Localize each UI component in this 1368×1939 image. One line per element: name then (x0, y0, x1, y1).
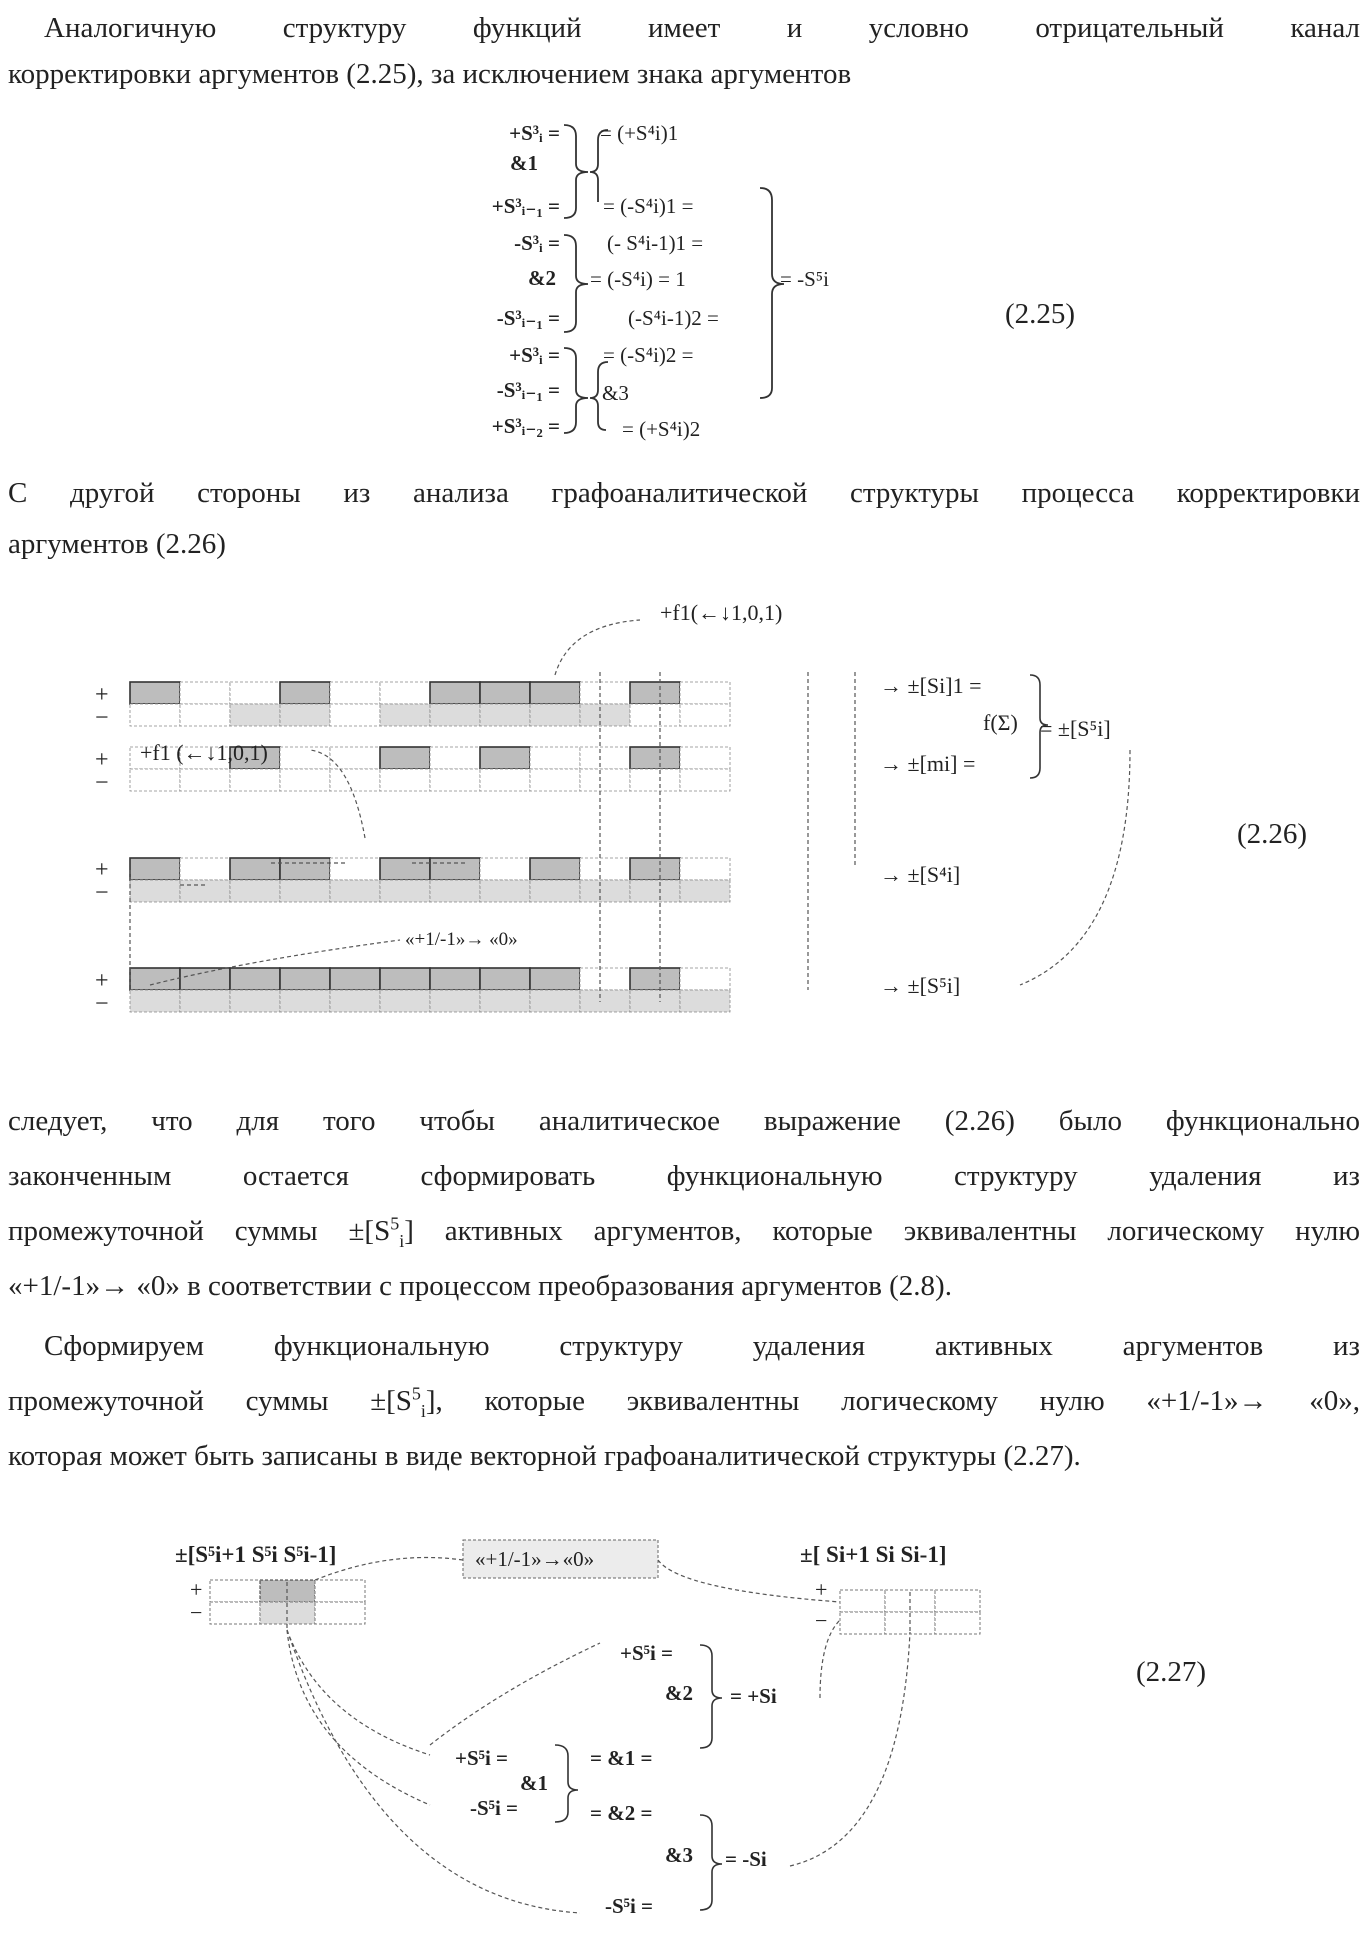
fig226-cell-r1-plus-8 (480, 682, 530, 704)
paragraph-4-line-2: промежуточной суммы ±[S5i], которые эквивалентны логическому нулю «+1/-1»→ «0», (8, 1373, 1360, 1439)
fig226-cell-r2-plus-12 (680, 747, 730, 769)
row4-output: → ±[S⁵i] (880, 973, 960, 998)
row4-minus: − (95, 991, 109, 1017)
fig227-left-plus: + (190, 1577, 202, 1602)
figure-2-27 (0, 1520, 1368, 1939)
arrow-to-zero-box (315, 1558, 463, 1581)
label-zero: «+1/-1»→ «0» (405, 929, 518, 950)
label-f1-mid: +f1 (←↓1,0,1) (140, 740, 268, 765)
row1-output: → ±[Si]1 = (880, 673, 981, 698)
fig226-cell-r1-minus-1 (130, 704, 180, 726)
fig226-cell-r1-plus-2 (180, 682, 230, 704)
fig226-cell-r2-minus-8 (480, 769, 530, 791)
fig226-cell-r4-plus-11 (630, 968, 680, 990)
l-cell-m1 (210, 1602, 260, 1624)
fig227-brace-3 (700, 1815, 722, 1910)
eq225-mid-and3: &3 (602, 381, 629, 405)
fig226-cell-r2-plus-9 (530, 747, 580, 769)
fig226-cell-r1-minus-6 (380, 704, 430, 726)
fig226-cell-r3-minus-5 (330, 880, 380, 902)
fig226-cell-r2-plus-8 (480, 747, 530, 769)
fig226-cell-r4-plus-5 (330, 968, 380, 990)
row3-plus: + (95, 857, 109, 883)
fig227-brace-1 (700, 1645, 722, 1748)
paragraph-2-line-1: С другой стороны из анализа графоаналитической структуры процесса корректировки (8, 465, 1360, 521)
fig227-right-plus: + (815, 1577, 827, 1602)
row2-plus: + (95, 747, 109, 773)
fig226-cell-r3-minus-9 (530, 880, 580, 902)
arrow-to-e1 (430, 1643, 600, 1745)
fig227-e2: &2 (665, 1681, 693, 1705)
fig226-cell-r2-plus-6 (380, 747, 430, 769)
fig226-cell-r2-minus-12 (680, 769, 730, 791)
paragraph-3-line-4: «+1/-1»→ «0» в соответствии с процессом преобразования аргументов (2.8). (8, 1258, 1360, 1314)
fig226-cell-r4-minus-5 (330, 990, 380, 1012)
fig226-cell-r1-minus-8 (480, 704, 530, 726)
eq225-left-1: +S³ᵢ = (509, 121, 560, 145)
figure-2-26 (0, 590, 1368, 1030)
fig227-right-header: ±[ Si+1 Si Si-1] (800, 1542, 947, 1567)
fig226-cell-r4-minus-11 (630, 990, 680, 1012)
fig227-brace-2 (555, 1745, 578, 1822)
fig226-cell-r4-minus-2 (180, 990, 230, 1012)
paragraph-3-line-3: промежуточной суммы ±[S5i] активных аргументов, которые эквивалентны логическому нулю (8, 1203, 1360, 1269)
fig226-cell-r3-minus-8 (480, 880, 530, 902)
fig226-cell-r1-plus-6 (380, 682, 430, 704)
fig226-cell-r3-plus-4 (280, 858, 330, 880)
eq225-left-brace-1 (564, 125, 588, 218)
fig226-cell-r1-minus-3 (230, 704, 280, 726)
fig226-cell-r3-minus-3 (230, 880, 280, 902)
row3-output: → ±[S⁴i] (880, 862, 960, 887)
fig226-cell-r2-minus-6 (380, 769, 430, 791)
arrow-minus-si-to-right (790, 1632, 910, 1866)
fig226-cell-r4-minus-10 (580, 990, 630, 1012)
eq225-right-brace (760, 188, 784, 398)
fig226-cell-r4-minus-8 (480, 990, 530, 1012)
paragraph-1-line-1: Аналогичную структуру функций имеет и условно отрицательный канал (8, 0, 1360, 56)
fig226-cell-r4-plus-7 (430, 968, 480, 990)
fig226-cell-r2-plus-11 (630, 747, 680, 769)
fig226-cell-r3-plus-6 (380, 858, 430, 880)
fig226-cell-r2-plus-10 (580, 747, 630, 769)
fig226-cell-r4-minus-3 (230, 990, 280, 1012)
fig226-cell-r1-minus-4 (280, 704, 330, 726)
eq225-left-and1: &1 (510, 151, 538, 175)
paragraph-3-line-1: следует, что для того чтобы аналитическое выражение (2.26) было функционально (8, 1093, 1360, 1149)
fig226-cell-r2-plus-4 (280, 747, 330, 769)
fig226-cell-r3-plus-11 (630, 858, 680, 880)
fig226-cell-r1-plus-11 (630, 682, 680, 704)
fig227-right-minus: − (815, 1608, 827, 1633)
fig226-cell-r2-minus-1 (130, 769, 180, 791)
equation-number-2-25: (2.25) (1005, 298, 1075, 331)
fig227-e4: +S⁵i = (455, 1746, 508, 1770)
fig227-e10: = -Si (725, 1847, 767, 1871)
fig226-cell-r1-minus-11 (630, 704, 680, 726)
fig226-cell-r4-plus-2 (180, 968, 230, 990)
fig226-cell-r3-minus-7 (430, 880, 480, 902)
fig226-cell-r3-minus-10 (580, 880, 630, 902)
eq225-mid-8: = (+S⁴i)2 (622, 417, 700, 441)
equation-number-2-27: (2.27) (1136, 1656, 1206, 1689)
eq225-left-3: +S³ᵢ₋₁ = (492, 194, 560, 218)
fig226-cell-r4-minus-12 (680, 990, 730, 1012)
fig226-cell-r2-minus-3 (230, 769, 280, 791)
eq225-left-brace-2 (564, 235, 588, 332)
fig226-cell-r1-minus-9 (530, 704, 580, 726)
label-f1-top: +f1(←↓1,0,1) (660, 600, 782, 625)
fig226-cell-r3-plus-5 (330, 858, 380, 880)
fig226-cell-r3-plus-10 (580, 858, 630, 880)
fig226-cell-r2-minus-7 (430, 769, 480, 791)
fig226-cell-r3-plus-1 (130, 858, 180, 880)
fig226-cell-r2-minus-5 (330, 769, 380, 791)
fig226-cell-r2-minus-11 (630, 769, 680, 791)
fig226-cell-r4-plus-3 (230, 968, 280, 990)
fig226-cell-r1-plus-12 (680, 682, 730, 704)
l-cell-p1 (210, 1580, 260, 1602)
equation-2-25 (0, 100, 1368, 460)
eq225-left-8: -S³ᵢ₋₁ = (497, 378, 560, 402)
r-cell-p1 (840, 1590, 885, 1612)
paragraph-4-line-1: Сформируем функциональную структуру удаления активных аргументов из (8, 1318, 1360, 1374)
fig226-cell-r2-minus-4 (280, 769, 330, 791)
row3-minus: − (95, 880, 109, 906)
eq225-left-4: -S³ᵢ = (514, 231, 560, 255)
eq225-mid-3: (- S⁴i-1)1 = (607, 231, 703, 255)
fig226-cell-r1-plus-9 (530, 682, 580, 704)
eq225-result: = -S⁵i (780, 267, 829, 291)
fig226-cell-r1-plus-5 (330, 682, 380, 704)
fig226-cell-r1-plus-7 (430, 682, 480, 704)
fig226-cell-r1-plus-4 (280, 682, 330, 704)
fig226-cell-r3-minus-4 (280, 880, 330, 902)
fig226-cell-r4-minus-7 (430, 990, 480, 1012)
arrow-to-e4 (287, 1630, 430, 1755)
fig227-e6: -S⁵i = (470, 1796, 518, 1820)
l-cell-m3 (315, 1602, 365, 1624)
row2-minus: − (95, 770, 109, 796)
fig226-cell-r4-minus-9 (530, 990, 580, 1012)
fig227-e3: = +Si (730, 1684, 777, 1708)
fig226-cell-r2-minus-2 (180, 769, 230, 791)
eq225-left-7: +S³ᵢ = (509, 343, 560, 367)
fig226-cell-r1-plus-10 (580, 682, 630, 704)
eq225-mid-4: = (-S⁴i) = 1 (590, 267, 686, 291)
fig226-cell-r4-minus-1 (130, 990, 180, 1012)
r-cell-m1 (840, 1612, 885, 1634)
fig226-cell-r4-minus-4 (280, 990, 330, 1012)
fig226-cell-r1-minus-12 (680, 704, 730, 726)
fig226-cell-r3-minus-12 (680, 880, 730, 902)
equation-number-2-26: (2.26) (1237, 818, 1307, 851)
f-sigma: f(Σ) (983, 710, 1018, 735)
fig226-cell-r3-plus-8 (480, 858, 530, 880)
fig226-cell-r1-minus-10 (580, 704, 630, 726)
fig226-cell-r4-plus-4 (280, 968, 330, 990)
paragraph-1-line-2: корректировки аргументов (2.25), за исключением знака аргументов (8, 46, 1360, 102)
paragraph-3-line-2: законченным остается сформировать функциональную структуру удаления из (8, 1148, 1360, 1204)
fig226-cell-r3-plus-2 (180, 858, 230, 880)
fig226-cell-r3-plus-9 (530, 858, 580, 880)
eq225-left-brace-3 (564, 348, 588, 433)
eq225-left-6: -S³ᵢ₋₁ = (497, 306, 560, 330)
fig226-cell-r1-minus-7 (430, 704, 480, 726)
fig226-cell-r1-minus-5 (330, 704, 380, 726)
r-cell-m3 (935, 1612, 980, 1634)
row1-minus: − (95, 705, 109, 731)
fig226-cell-r2-minus-9 (530, 769, 580, 791)
fig226-cell-r3-minus-1 (130, 880, 180, 902)
fig227-e8: = &2 = (590, 1801, 652, 1825)
fig226-cell-r1-plus-1 (130, 682, 180, 704)
row4-plus: + (95, 968, 109, 994)
fig227-e9: &3 (665, 1843, 693, 1867)
fig226-cell-r3-minus-2 (180, 880, 230, 902)
paragraph-2-line-2: аргументов (2.26) (8, 516, 1360, 572)
fig226-cell-r3-minus-6 (380, 880, 430, 902)
fig226-cell-r3-plus-12 (680, 858, 730, 880)
row2-output: → ±[mi] = (880, 751, 975, 776)
fig226-cell-r4-plus-8 (480, 968, 530, 990)
eq225-mid-2: = (-S⁴i)1 = (603, 194, 694, 218)
fig226-cell-r2-minus-10 (580, 769, 630, 791)
fig227-left-minus: − (190, 1600, 202, 1625)
fig227-e11: -S⁵i = (605, 1894, 653, 1918)
fig227-e5: &1 (520, 1771, 548, 1795)
eq225-left-9: +S³ᵢ₋₂ = (492, 414, 560, 438)
fig226-cell-r3-plus-7 (430, 858, 480, 880)
l-cell-p3 (315, 1580, 365, 1602)
r-cell-p3 (935, 1590, 980, 1612)
fig226-cell-r3-plus-3 (230, 858, 280, 880)
fig226-cell-r2-plus-7 (430, 747, 480, 769)
eq225-left-and2: &2 (528, 266, 556, 290)
fig226-cell-r4-plus-6 (380, 968, 430, 990)
arrow-sum-to-s5 (1020, 750, 1130, 985)
eq225-mid-1: = (+S⁴i)1 (600, 121, 678, 145)
fig226-cell-r4-minus-6 (380, 990, 430, 1012)
paragraph-4-line-3: которая может быть записаны в виде векторной графоаналитической структуры (2.27). (8, 1428, 1360, 1484)
fig227-left-header: ±[S⁵i+1 S⁵i S⁵i-1] (175, 1542, 336, 1567)
eq225-mid-6: = (-S⁴i)2 = (603, 343, 694, 367)
fig227-e7: = &1 = (590, 1746, 652, 1770)
fig226-cell-r4-plus-12 (680, 968, 730, 990)
arrow-to-e6 (287, 1630, 430, 1805)
fig227-e1: +S⁵i = (620, 1641, 673, 1665)
fig226-cell-r4-plus-10 (580, 968, 630, 990)
arrow-to-f1-top (555, 620, 640, 675)
fig226-cell-r4-plus-9 (530, 968, 580, 990)
eq225-mid-5: (-S⁴i-1)2 = (628, 306, 719, 330)
fig226-cell-r3-minus-11 (630, 880, 680, 902)
fig226-cell-r1-plus-3 (230, 682, 280, 704)
fig226-cell-r1-minus-2 (180, 704, 230, 726)
sum-output: = ±[S⁵i] (1040, 716, 1111, 741)
row1-plus: + (95, 682, 109, 708)
fig227-center-box: «+1/-1»→«0» (475, 1547, 594, 1571)
